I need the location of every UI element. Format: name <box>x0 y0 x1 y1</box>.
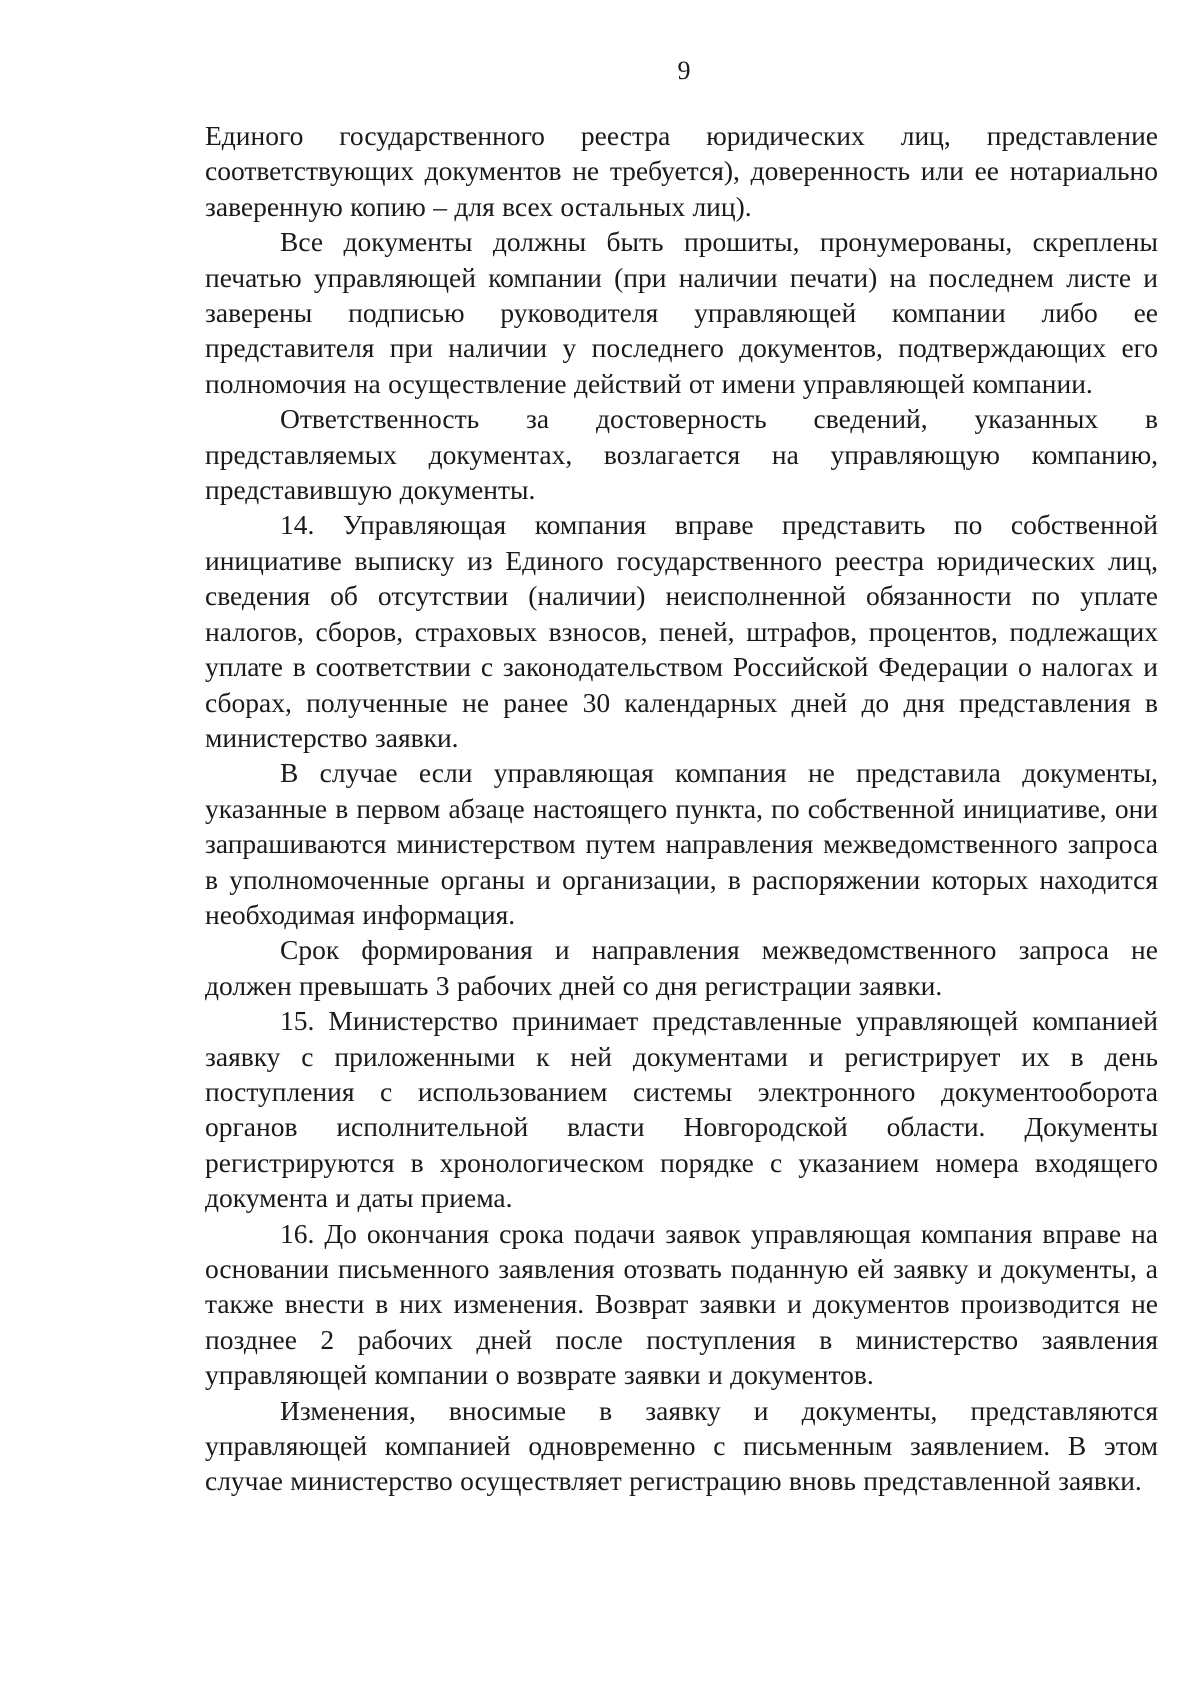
paragraph-changes: Изменения, вносимые в заявку и документы, представляются управляющей компанией одновременно с письменным заявлением. В этом случае министерство осуществляет регистрацию вновь представленной заявки. <box>205 1394 1158 1497</box>
paragraph-item-14: 14. Управляющая компания вправе представить по собственной инициативе выписку из Единого государственного реестра юридических лиц, сведения об отсутствии (наличии) неисполненной обязанности по уплате налогов, сборов, страховых взносов, пеней, штрафов, процентов, подлежащих уплате в соответствии с законодательством Российской Федерации о налогах и сборах, полученные не ранее 30 календарных дней до дня представления в министерство заявки. <box>205 509 1158 753</box>
paragraph-item-15: 15. Министерство принимает представленные управляющей компанией заявку с приложенными к ней документами и регистрирует их в день поступления с использованием системы электронного документооборота органов исполнительной власти Новгородской области. Документы регистрируются в хронологическом порядке с указанием номера входящего документа и даты приема. <box>205 1005 1158 1214</box>
paragraph-interagency-request: В случае если управляющая компания не представила документы, указанные в первом абзаце настоящего пункта, по собственной инициативе, они запрашиваются министерством путем направления межведомственного запроса в уполномоченные органы и организации, в распоряжении которых находится необходимая информация. <box>205 757 1158 930</box>
paragraph-request-deadline: Срок формирования и направления межведомственного запроса не должен превышать 3 рабочих дней со дня регистрации заявки. <box>205 934 1158 1001</box>
paragraph-responsibility: Ответственность за достоверность сведений, указанных в представляемых документах, возлагается на управляющую компанию, представившую документы. <box>205 403 1158 506</box>
page-number: 9 <box>677 56 691 85</box>
paragraph-continuation: Единого государственного реестра юридических лиц, представление соответствующих документов не требуется), доверенность или ее нотариально заверенную копию – для всех остальных лиц). <box>205 120 1158 222</box>
paragraph-item-16: 16. До окончания срока подачи заявок управляющая компания вправе на основании письменного заявления отозвать поданную ей заявку и документы, а также внести в них изменения. Возврат заявки и документов производится не позднее 2 рабочих дней после поступления в министерство заявления управляющей компании о возврате заявки и документов. <box>205 1217 1158 1391</box>
paragraph-documents-binding: Все документы должны быть прошиты, пронумерованы, скреплены печатью управляющей компании (при наличии печати) на последнем листе и заверены подписью руководителя управляющей компании либо ее представителя при наличии у последнего документов, подтверждающих его полномочия на осуществление действий от имени управляющей компании. <box>205 226 1158 399</box>
document-body <box>205 118 1158 1499</box>
